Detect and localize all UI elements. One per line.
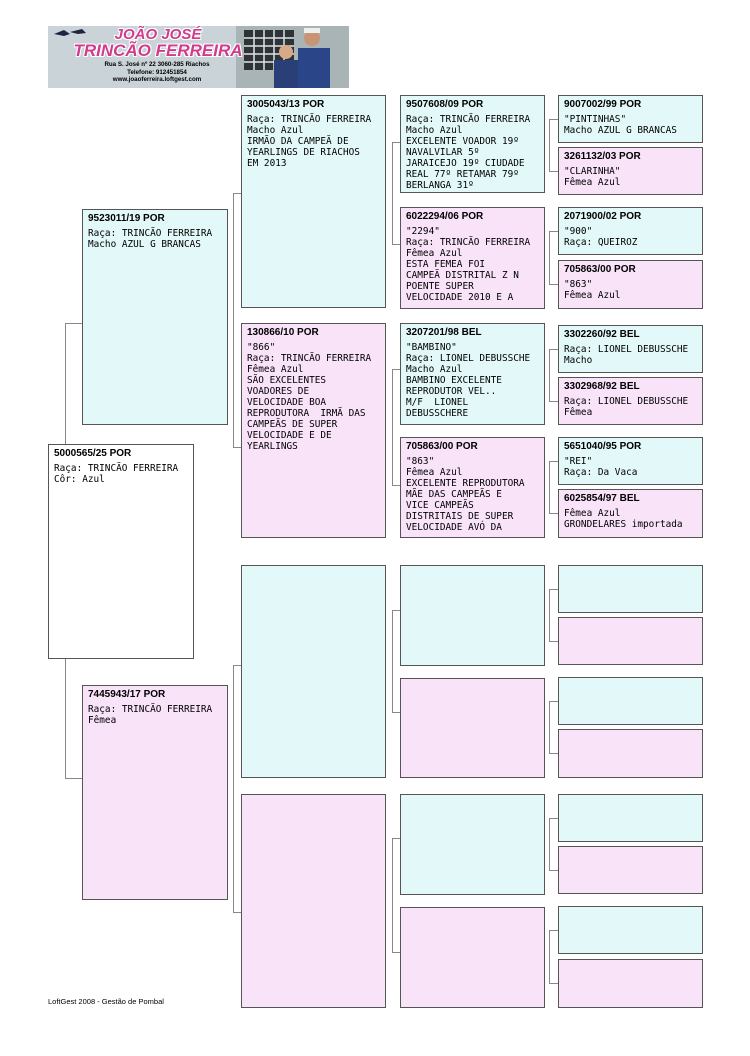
- ring-number: 9507608/09 POR: [406, 99, 484, 110]
- card-details: Raça: TRINCÃO FERREIRA Fêmea: [88, 704, 213, 726]
- breeder-contact: [82, 61, 232, 84]
- card-details: Raça: TRINCÃO FERREIRA Macho AZUL G BRANCAS: [88, 228, 213, 250]
- card-details: "866" Raça: TRINCÃO FERREIRA Fêmea Azul SÃO EXCELENTES VOADORES DE VELOCIDADE BOA REPRODUTORA IRMÃ DAS CAMPEÃS DE SUPER VELOCIDADE E DE YEARLINGS: [247, 342, 372, 452]
- breeder-name: [68, 27, 248, 59]
- pedigree-card-ddd-dam[interactable]: [558, 959, 703, 1008]
- breeder-website: www.joaoferreira.loftgest.com: [112, 76, 202, 83]
- ring-number: 6022294/06 POR: [406, 211, 484, 222]
- ring-number: 3005043/13 POR: [247, 99, 325, 110]
- pedigree-card-sd-sire[interactable]: [400, 323, 545, 425]
- pedigree-card-dsd-dam[interactable]: [558, 729, 703, 778]
- breeder-address: Rua S. José nº 22 3060-285 Riachos: [104, 61, 210, 68]
- breeder-logo: [48, 26, 349, 88]
- pedigree-card-dam[interactable]: [82, 685, 228, 900]
- pedigree-card-sss-sire[interactable]: [558, 95, 703, 143]
- pedigree-card-ssd-dam[interactable]: [558, 260, 703, 309]
- card-details: Raça: LIONEL DEBUSSCHE Fêmea: [564, 396, 689, 418]
- ring-number: 2071900/02 POR: [564, 211, 642, 222]
- pedigree-card-sdd-dam[interactable]: [558, 489, 703, 538]
- pedigree-card-sire[interactable]: [82, 209, 228, 425]
- pedigree-card-sds-sire[interactable]: [558, 325, 703, 373]
- pedigree-card-sire-dam[interactable]: [241, 323, 386, 538]
- ring-number: 3302260/92 BEL: [564, 329, 640, 340]
- ring-number: 9007002/99 POR: [564, 99, 642, 110]
- ring-number: 5651040/95 POR: [564, 441, 642, 452]
- pedigree-card-dd-dam[interactable]: [400, 907, 545, 1008]
- pedigree-card-ss-dam[interactable]: [400, 207, 545, 309]
- card-details: "PINTINHAS" Macho AZUL G BRANCAS: [564, 114, 677, 136]
- card-details: Raça: TRINCÃO FERREIRA Côr: Azul: [54, 463, 179, 485]
- card-details: "REI" Raça: Da Vaca: [564, 456, 638, 478]
- pedigree-card-dsd-sire[interactable]: [558, 677, 703, 725]
- pedigree-card-ddd-sire[interactable]: [558, 906, 703, 954]
- ring-number: 7445943/17 POR: [88, 689, 166, 700]
- ring-number: 9523011/19 POR: [88, 213, 165, 224]
- pedigree-card-pigeon[interactable]: [48, 444, 194, 659]
- breeder-name-line2: TRINCÃO FERREIRA: [73, 41, 243, 60]
- pedigree-card-dd-sire[interactable]: [400, 794, 545, 895]
- card-details: "2294" Raça: TRINCÃO FERREIRA Fêmea Azul ESTA FEMEA FOI CAMPEÃ DISTRITAL Z N POENTE SUPER VELOCIDADE 2010 E A: [406, 226, 531, 303]
- card-details: Raça: TRINCÃO FERREIRA Macho Azul EXCELENTE VOADOR 19º NAVALVILAR 5º JARAICEJO 19º CIUDADE REAL 77º RETAMAR 79º BERLANGA 31º: [406, 114, 531, 191]
- pedigree-card-sire-sire[interactable]: [241, 95, 386, 308]
- ring-number: 5000565/25 POR: [54, 448, 132, 459]
- pedigree-card-ds-dam[interactable]: [400, 678, 545, 778]
- pedigree-card-dss-sire[interactable]: [558, 565, 703, 613]
- pedigree-card-sd-dam[interactable]: [400, 437, 545, 538]
- pedigree-card-ss-sire[interactable]: [400, 95, 545, 193]
- pedigree-card-ds-sire[interactable]: [400, 565, 545, 666]
- pedigree-card-dam-dam[interactable]: [241, 794, 386, 1008]
- ring-number: 3302968/92 BEL: [564, 381, 640, 392]
- pedigree-card-sss-dam[interactable]: [558, 147, 703, 195]
- card-details: Fêmea Azul GRONDELARES importada: [564, 508, 683, 530]
- breeder-phone: Telefone: 912451854: [127, 68, 187, 76]
- pedigree-card-sdd-sire[interactable]: [558, 437, 703, 485]
- ring-number: 3207201/98 BEL: [406, 327, 482, 338]
- pedigree-card-sds-dam[interactable]: [558, 377, 703, 425]
- pedigree-card-ssd-sire[interactable]: [558, 207, 703, 255]
- footer-credit: LoftGest 2008 - Gestão de Pombal: [48, 997, 164, 1006]
- card-details: "BAMBINO" Raça: LIONEL DEBUSSCHE Macho Azul BAMBINO EXCELENTE REPRODUTOR VEL.. M/F LIONEL DEBUSSCHERE: [406, 342, 531, 419]
- ring-number: 130866/10 POR: [247, 327, 319, 338]
- ring-number: 705863/00 POR: [406, 441, 478, 452]
- ring-number: 705863/00 POR: [564, 264, 636, 275]
- pedigree-card-dss-dam[interactable]: [558, 617, 703, 665]
- card-details: "900" Raça: QUEIROZ: [564, 226, 638, 248]
- pedigree-card-dds-sire[interactable]: [558, 794, 703, 842]
- breeder-name-line1: JOÃO JOSÉ: [114, 26, 202, 43]
- pedigree-card-dam-sire[interactable]: [241, 565, 386, 778]
- card-details: "CLARINHA" Fêmea Azul: [564, 166, 621, 188]
- card-details: "863" Fêmea Azul: [564, 279, 621, 301]
- ring-number: 3261132/03 POR: [564, 151, 641, 162]
- card-details: Raça: LIONEL DEBUSSCHE Macho: [564, 344, 689, 366]
- pedigree-card-dds-dam[interactable]: [558, 846, 703, 894]
- card-details: Raça: TRINCÃO FERREIRA Macho Azul IRMÃO DA CAMPEÃ DE YEARLINGS DE RIACHOS EM 2013: [247, 114, 372, 169]
- card-details: "863" Fêmea Azul EXCELENTE REPRODUTORA MÃE DAS CAMPEÃS E VICE CAMPEÃS DISTRITAIS DE SUPER VELOCIDADE AVÓ DA: [406, 456, 525, 533]
- ring-number: 6025854/97 BEL: [564, 493, 640, 504]
